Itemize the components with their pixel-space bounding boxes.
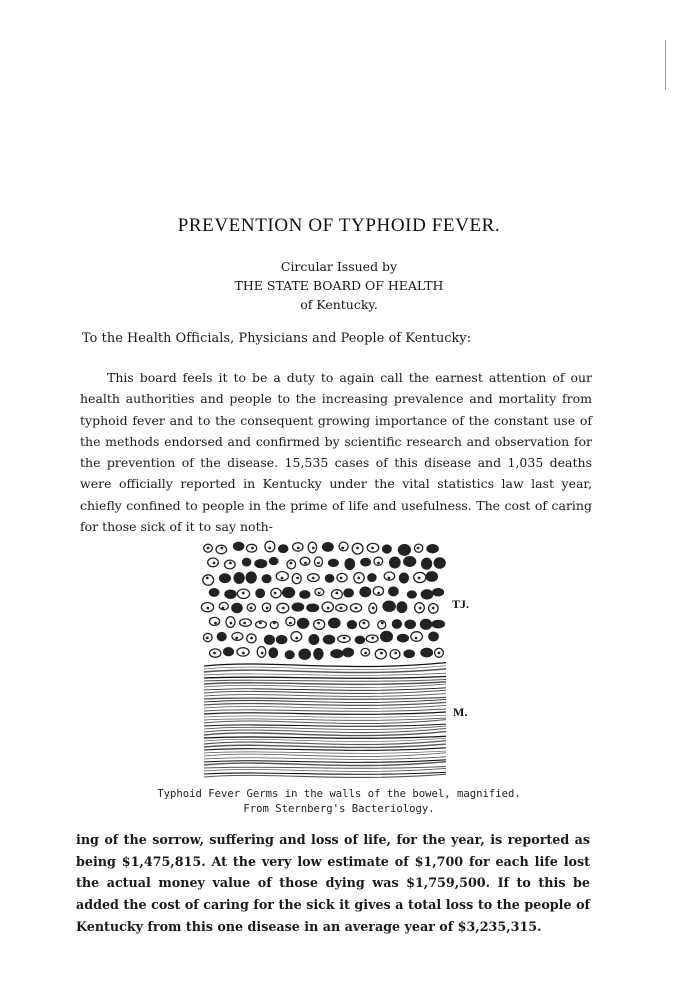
cell-nucleus [242,592,245,595]
muscle-fibre [204,700,446,703]
cell [224,648,234,656]
cell [361,558,371,565]
cell [216,545,227,554]
cell-nucleus [432,607,435,610]
cell-nucleus [259,622,262,625]
cell-nucleus [357,577,360,580]
circular-issued-line: Circular Issued by [280,259,398,274]
cell-nucleus [380,652,383,655]
cell-nucleus [266,607,269,610]
typhoid-germs-illustration [200,536,480,782]
cell-nucleus [251,547,254,550]
cell-nucleus [381,622,384,625]
figure-source: From Sternberg's Bacteriology. [243,803,435,815]
page-edge-line [665,40,666,90]
cell [255,560,267,568]
cell [265,635,275,644]
muscle-fibre [204,774,446,777]
cell [397,602,407,613]
cell [292,603,303,611]
cell [314,620,325,630]
muscle-fibre [204,712,446,714]
cell [407,591,416,598]
cell-nucleus [394,652,397,655]
cell-nucleus [418,577,421,580]
cell-nucleus [371,637,374,640]
cell-nucleus [377,562,380,565]
cell-nucleus [213,652,216,655]
cell-nucleus [343,637,346,640]
muscle-fibre [204,690,446,693]
cell [421,648,433,657]
cell [329,618,340,627]
muscle-fibre [204,673,446,675]
cell-nucleus [327,607,330,610]
cell-nucleus [206,637,209,640]
cell-nucleus [318,592,321,595]
cell [232,603,242,612]
muscle-fibre [204,669,446,673]
muscle-fibre [204,705,446,708]
cell [381,631,393,641]
cell [383,601,395,611]
cell-nucleus [250,607,253,610]
cell [397,634,408,641]
cell-nucleus [250,637,253,640]
cell [209,589,218,597]
figure-label-m: M. [453,705,468,719]
cell [307,604,319,611]
cell-nucleus [355,607,358,610]
cell-nucleus [340,607,343,610]
cell [355,636,364,643]
cell [283,588,295,598]
cell [246,572,256,583]
muscle-fibre [204,663,446,667]
cell-nucleus [372,607,375,610]
cell-nucleus [235,637,238,640]
cell [433,589,444,596]
muscle-fibre [204,738,446,741]
cell-nucleus [242,652,245,655]
muscle-fibre [204,694,446,697]
cell-nucleus [229,562,232,565]
cell [243,558,251,566]
cell [225,560,236,569]
illustration-svg [200,536,480,782]
cell [432,620,444,627]
cell-nucleus [419,607,422,610]
cell-nucleus [296,577,299,580]
cell [323,543,334,552]
cell [309,635,319,645]
cell [300,591,310,598]
muscle-fibre [204,688,446,690]
cell-nucleus [243,622,246,625]
cell [265,541,275,552]
cell [234,542,244,550]
cell [390,557,400,568]
cell-nucleus [340,577,343,580]
figure-label-tj: TJ. [452,597,470,611]
cell [225,590,236,598]
muscle-fibre [204,718,446,720]
muscle-fibre-layer [204,663,446,778]
cell-nucleus [317,622,320,625]
cell [345,559,354,570]
page-title: PREVENTION OF TYPHOID FEVER. [177,215,501,236]
cell-nucleus [335,592,338,595]
cell [343,648,354,656]
cell [314,649,323,660]
cell [398,545,410,555]
cell [285,651,294,659]
cell-nucleus [214,622,217,625]
cell-nucleus [222,607,225,610]
cell-nucleus [290,562,293,565]
muscle-fibre [204,748,446,751]
cell-nucleus [415,637,418,640]
cell-nucleus [268,547,271,550]
cell [399,573,408,583]
cell [234,573,244,584]
muscle-fibre [204,736,446,738]
cell [421,590,432,599]
cell [286,617,295,626]
cell [209,617,219,625]
cell [434,558,445,568]
cell-nucleus [295,637,298,640]
muscle-fibre [204,768,446,771]
cell [426,572,437,581]
cell-nucleus [206,577,209,580]
cell [298,618,309,628]
muscle-fibre [204,702,446,705]
cell [279,545,288,553]
cell-nucleus [221,547,224,550]
cell [404,557,416,567]
salutation: To the Health Officials, Physicians and People of Kentucky: [82,331,472,346]
cell [360,587,371,597]
cell-nucleus [312,547,315,550]
cell-nucleus [317,562,320,565]
cell [329,559,339,566]
cell-nucleus [371,547,374,550]
cell [325,575,333,583]
cell [392,620,401,628]
cell-nucleus [377,592,380,595]
muscle-fibre [204,679,446,681]
cell-nucleus [289,622,292,625]
cell-nucleus [388,577,391,580]
cell-nucleus [213,562,216,565]
cell [411,632,423,642]
muscle-fibre [204,724,446,726]
cell [368,574,376,582]
state-board-line: THE STATE BOARD OF HEALTH [234,278,444,293]
cell [256,589,265,598]
cell [203,575,214,585]
cell [383,545,392,553]
figure-caption: Typhoid Fever Germs in the walls of the bowel, magnified. [157,788,521,800]
cell-nucleus [230,622,233,625]
cell [422,558,432,569]
cell-nucleus [206,607,209,610]
cell [404,650,414,657]
body-paragraph-2: ing of the sorrow, suffering and loss of life, for the year, is reported as being $1,475,815. At the very low estimate of $1,700 for each life lost the actual money value of those dying was $1,759,500. If to this be added the cost of caring for the sick it gives a total loss to the people of Kentucky from this one disease in an average year of $3,235,315. [76,832,590,934]
cell-nucleus [297,547,300,550]
cell [347,621,356,629]
cell-nucleus [356,547,359,550]
muscle-fibre [204,726,446,729]
cell-layer [201,541,445,659]
kentucky-line: of Kentucky. [300,297,378,312]
cell [217,633,226,641]
muscle-fibre [204,751,446,753]
cell-nucleus [261,652,264,655]
cell [287,560,296,569]
cell [270,558,278,565]
cell [339,542,348,551]
cell [405,620,415,628]
cell [276,636,286,644]
cell [420,619,431,629]
muscle-fibre [204,676,446,678]
cell-nucleus [207,547,210,550]
cell-nucleus [417,547,420,550]
cell-nucleus [438,652,441,655]
muscle-fibre [204,772,446,774]
cell [427,545,438,553]
cell [344,589,353,597]
cell-nucleus [304,562,307,565]
cell-nucleus [281,577,284,580]
cell [299,649,310,659]
muscle-fibre [204,753,446,757]
cell [331,650,343,658]
cell [323,635,334,644]
cell [429,632,438,641]
muscle-fibre [204,766,446,768]
cell-nucleus [312,577,315,580]
muscle-fibre [204,715,446,717]
muscle-fibre [204,682,446,684]
cell-nucleus [273,622,276,625]
muscle-fibre [204,757,446,760]
cell-nucleus [341,547,344,550]
cell-nucleus [362,622,365,625]
cell [262,575,271,583]
muscle-fibre [204,760,446,763]
cell [269,648,278,657]
cell [389,587,398,596]
cell-nucleus [274,592,277,595]
cell-nucleus [282,607,285,610]
cell-nucleus [364,652,367,655]
cell [291,632,302,642]
cell [220,574,231,583]
muscle-fibre [204,697,446,699]
muscle-fibre [204,709,446,711]
body-paragraph-1: This board feels it to be a duty to again call the earnest attention of our health authorities and people to the increasing prevalence and mortality from typhoid fever and to the consequent growing importance of the constant use of the methods endorsed and confirmed by scientific research and observation for the prevention of the disease. 15,535 cases of this disease and 1,035 deaths were officially reported in Kentucky under the vital statistics law last year, chiefly confined to people in the prime of life and usefulness. The cost of caring for those sick of it to say noth- [80,370,592,535]
